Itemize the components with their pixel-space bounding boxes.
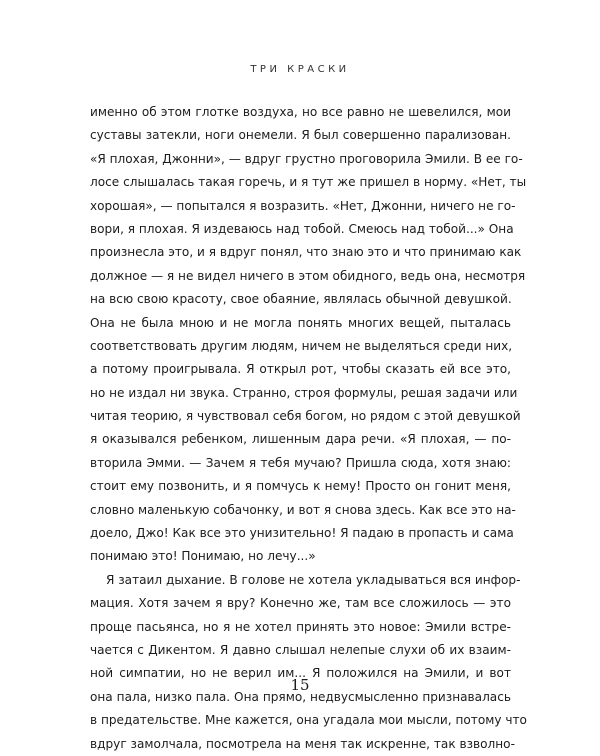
text-line: вторила Эмми. — Зачем я тебя мучаю? Пришла сюда, хотя знаю:	[90, 455, 511, 470]
text-line: чается с Дикентом. Я давно слышал нелепые слухи об их взаим-	[90, 642, 511, 657]
text-line-paragraph-end: понимаю это! Понимаю, но лечу...»	[90, 549, 316, 564]
text-line: стоит ему позвонить, и я помчусь к нему! Просто он гонит меня,	[90, 479, 511, 494]
text-line: соответствовать другим людям, ничем не выделяться среди них,	[90, 338, 513, 353]
text-line: доело, Джо! Как все это унизительно! Я падаю в пропасть и сама	[90, 526, 514, 541]
text-line: мация. Хотя зачем я вру? Конечно же, там все сложилось — это	[90, 596, 511, 611]
text-line: ной симпатии, но не верил им... Я положился на Эмили, и вот	[90, 666, 511, 681]
text-line: я оказывался ребенком, лишенным дара речи. «Я плохая, — по-	[90, 432, 511, 447]
text-line: хорошая», — попытался я возразить. «Нет, Джонни, ничего не го-	[90, 198, 516, 213]
page-body-text	[90, 101, 527, 756]
text-line: лосе слышалась такая горечь, и я тут же пришел в норму. «Нет, ты	[90, 175, 527, 190]
text-line: Она не была мною и не могла понять многих вещей, пыталась	[90, 315, 511, 330]
text-line: должное — я не видел ничего в этом обидного, ведь она, несмотря	[90, 268, 526, 283]
text-line: словно маленькую собачонку, и вот я снова здесь. Как все это на-	[90, 502, 516, 517]
text-line: вори, я плохая. Я издеваюсь над тобой. Смеюсь над тобой...» Она	[90, 221, 514, 236]
text-line: «Я плохая, Джонни», — вдруг грустно проговорила Эмили. В ее го-	[90, 151, 523, 166]
text-line: в предательстве. Мне кажется, она угадала мои мысли, потому что	[90, 713, 527, 728]
text-line: на всю свою красоту, свое обаяние, являлась обычной девушкой.	[90, 292, 512, 307]
text-line: именно об этом глотке воздуха, но все равно не шевелился, мои	[90, 105, 511, 119]
text-line-paragraph-start: Я затаил дыхание. В голове не хотела укладываться вся инфор-	[106, 572, 521, 587]
text-line: вдруг замолчала, посмотрела на меня так искренне, так взволно-	[90, 736, 515, 751]
text-line: но не издал ни звука. Странно, строя формулы, решая задачи или	[90, 385, 518, 400]
text-line: проще пасьянса, но я не хотел принять это новое: Эмили встре-	[90, 619, 511, 634]
text-line: читая теорию, я чувствовал себя богом, но рядом с этой девушкой	[90, 409, 521, 424]
text-line: а потому проигрывала. Я открыл рот, чтобы сказать ей все это,	[90, 362, 511, 377]
running-head: ТРИ КРАСКИ	[250, 64, 350, 75]
text-line: она пала, низко пала. Она прямо, недвусмысленно признавалась	[90, 689, 511, 704]
page-number: 15	[290, 676, 310, 694]
text-line: суставы затекли, ноги онемели. Я был совершенно парализован.	[90, 128, 511, 143]
text-line: произнесла это, и я вдруг понял, что знаю это и что принимаю как	[90, 245, 522, 260]
